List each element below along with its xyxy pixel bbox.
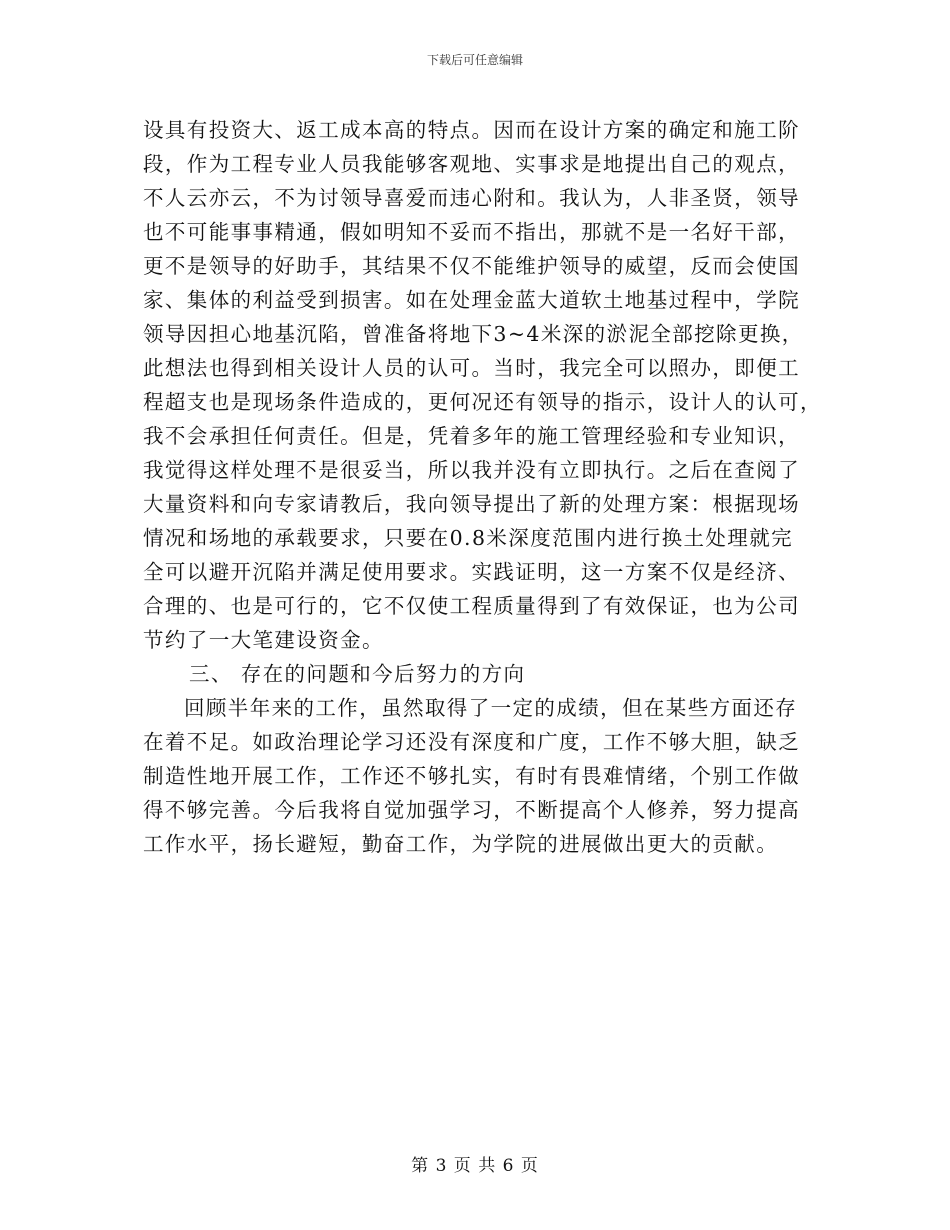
- body-line: 回顾半年来的工作，虽然取得了一定的成绩，但在某些方面还存: [184, 696, 798, 720]
- body-line: 工作水平，扬长避短，勤奋工作，为学院的进展做出更大的贡献。: [143, 832, 779, 856]
- body-line: 领导因担心地基沉陷，曾准备将地下3~4米深的淤泥全部挖除更换，: [143, 322, 804, 346]
- body-line: 也不可能事事精通，假如明知不妥而不指出，那就不是一名好干部，: [143, 220, 800, 244]
- body-line: 得不够完善。今后我将自觉加强学习，不断提高个人修养，努力提高: [143, 798, 800, 822]
- body-line: 我觉得这样处理不是很妥当，所以我并没有立即执行。之后在查阅了: [143, 458, 800, 482]
- body-line: 情况和场地的承载要求，只要在0.8米深度范围内进行换土处理就完: [143, 526, 793, 550]
- body-line: 大量资料和向专家请教后，我向领导提出了新的处理方案：根据现场: [143, 492, 800, 516]
- body-line: 此想法也得到相关设计人员的认可。当时，我完全可以照办，即便工: [143, 356, 800, 380]
- body-line: 我不会承担任何责任。但是，凭着多年的施工管理经验和专业知识，: [143, 424, 800, 448]
- section-heading: 三、 存在的问题和今后努力的方向: [189, 662, 526, 686]
- body-line: 段，作为工程专业人员我能够客观地、实事求是地提出自己的观点，: [143, 152, 800, 176]
- body-line: 设具有投资大、返工成本高的特点。因而在设计方案的确定和施工阶: [143, 118, 800, 142]
- body-line: 不人云亦云，不为讨领导喜爱而违心附和。我认为，人非圣贤，领导: [143, 186, 800, 210]
- body-line: 更不是领导的好助手，其结果不仅不能维护领导的威望，反而会使国: [143, 254, 800, 278]
- body-line: 全可以避开沉陷并满足使用要求。实践证明，这一方案不仅是经济、: [143, 560, 800, 584]
- body-line: 制造性地开展工作，工作还不够扎实，有时有畏难情绪，个别工作做: [143, 764, 800, 788]
- body-line: 程超支也是现场条件造成的，更何况还有领导的指示，设计人的认可，: [143, 390, 822, 414]
- body-line: 节约了一大笔建设资金。: [143, 628, 384, 652]
- body-line: 合理的、也是可行的，它不仅使工程质量得到了有效保证，也为公司: [143, 594, 800, 618]
- body-line: 家、集体的利益受到损害。如在处理金蓝大道软土地基过程中，学院: [143, 288, 800, 312]
- page-number-footer: 第 3 页 共 6 页: [411, 1156, 539, 1176]
- body-line: 在着不足。如政治理论学习还没有深度和广度，工作不够大胆，缺乏: [143, 730, 800, 754]
- page-header: 下载后可任意编辑: [426, 53, 523, 67]
- document-body: [143, 113, 822, 861]
